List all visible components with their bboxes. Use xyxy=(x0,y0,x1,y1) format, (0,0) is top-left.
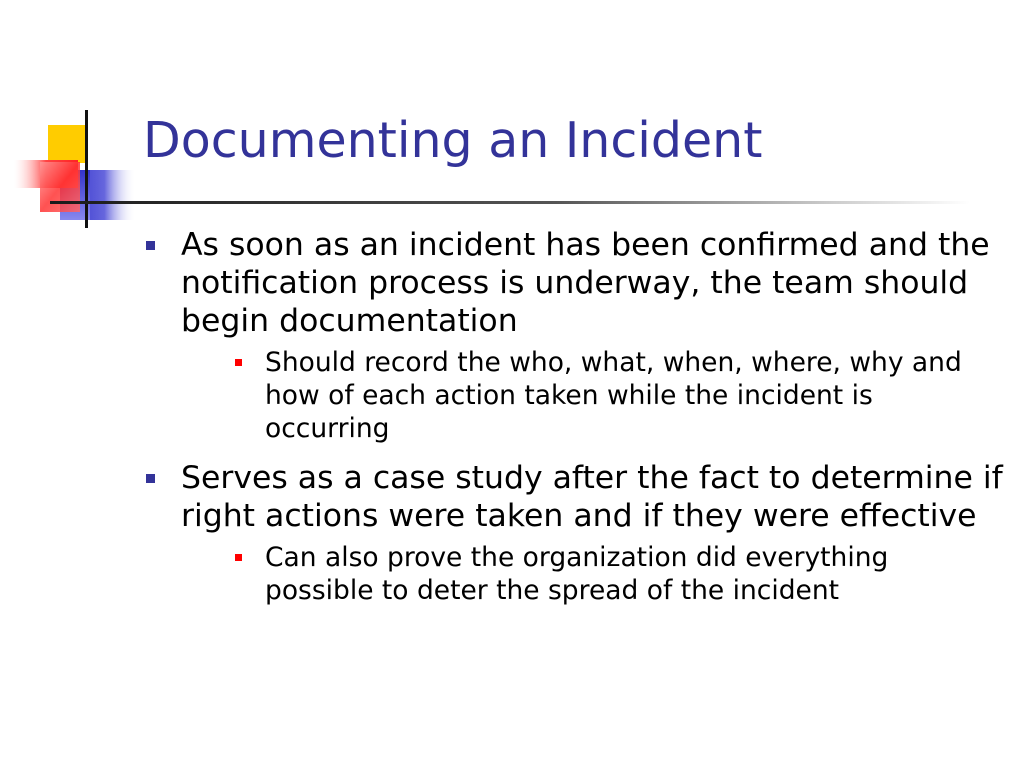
slide-decoration-icon xyxy=(0,0,150,240)
square-bullet-icon xyxy=(235,359,242,366)
sub-bullet-item xyxy=(181,541,1003,607)
slide-title: Documenting an Incident xyxy=(143,112,763,169)
bullet-text: As soon as an incident has been confirmed and the notification process is underway, the team should begin documentation xyxy=(181,227,990,339)
square-bullet-icon xyxy=(146,241,155,250)
square-bullet-icon xyxy=(146,474,155,483)
sub-bullet-text: Can also prove the organization did everything possible to deter the spread of the incident xyxy=(265,542,889,606)
sub-bullet-text: Should record the who, what, when, where, why and how of each action taken while the incident is occurring xyxy=(265,347,962,444)
bullet-text: Serves as a case study after the fact to determine if right actions were taken and if they were effective xyxy=(181,460,1003,534)
bullet-item xyxy=(143,226,1003,445)
sub-bullet-item xyxy=(181,346,1003,445)
bullet-item xyxy=(143,459,1003,607)
square-bullet-icon xyxy=(235,554,242,561)
slide-content xyxy=(143,226,1003,621)
title-divider xyxy=(50,201,970,204)
